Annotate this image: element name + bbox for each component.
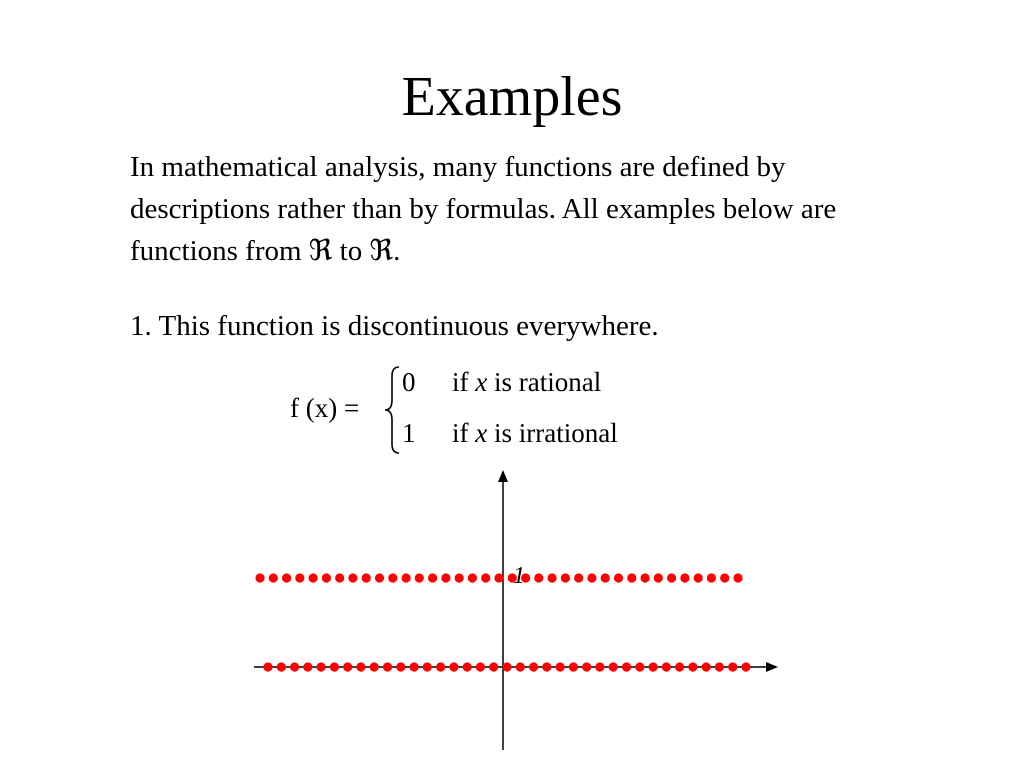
graph-dot-level-0 — [263, 662, 272, 671]
graph-dot-level-1 — [362, 573, 371, 582]
graph-dot-level-1 — [322, 573, 331, 582]
graph-dot-level-1 — [481, 573, 490, 582]
graph-dot-level-0 — [383, 662, 392, 671]
graph-dot-level-1 — [641, 573, 650, 582]
graph-dot-level-0 — [502, 662, 511, 671]
graph-dot-level-1 — [295, 573, 304, 582]
graph-dot-level-0 — [675, 662, 684, 671]
graph-dot-level-1 — [335, 573, 344, 582]
graph-dot-level-1 — [415, 573, 424, 582]
graph-dot-level-1 — [574, 573, 583, 582]
graph-dot-level-0 — [715, 662, 724, 671]
graph-dot-level-1 — [694, 573, 703, 582]
graph-dot-level-1 — [587, 573, 596, 582]
case-condition-text: is rational — [493, 367, 602, 397]
graph-dot-level-1 — [402, 573, 411, 582]
case-variable-x: x — [475, 367, 488, 397]
graph-dot-level-0 — [649, 662, 658, 671]
graph-dot-level-0 — [343, 662, 352, 671]
graph-dot-level-0 — [741, 662, 750, 671]
graph-dot-level-0 — [516, 662, 525, 671]
graph-dot-level-0 — [635, 662, 644, 671]
graph-dot-level-1 — [614, 573, 623, 582]
graph-dot-level-0 — [370, 662, 379, 671]
graph-dot-level-1 — [309, 573, 318, 582]
case-if-word: if — [452, 418, 469, 448]
graph-dot-level-0 — [356, 662, 365, 671]
graph-dot-level-1 — [269, 573, 278, 582]
graph-dot-level-0 — [609, 662, 618, 671]
graph-dot-level-1 — [667, 573, 676, 582]
graph-dot-level-0 — [622, 662, 631, 671]
graph-dot-level-0 — [702, 662, 711, 671]
graph-dot-level-1 — [707, 573, 716, 582]
graph-dot-level-0 — [595, 662, 604, 671]
case-variable-x: x — [475, 418, 488, 448]
graph-dot-level-0 — [423, 662, 432, 671]
slide-title: Examples — [401, 66, 623, 128]
graph-dot-level-0 — [410, 662, 419, 671]
graph-dot-level-0 — [569, 662, 578, 671]
graph-dot-level-0 — [688, 662, 697, 671]
formula-lhs: f (x) = — [290, 393, 360, 423]
case-value-one: 1 — [402, 418, 416, 448]
graph-dot-level-1 — [375, 573, 384, 582]
graph-dot-level-0 — [556, 662, 565, 671]
graph-dot-level-1 — [601, 573, 610, 582]
graph-dot-level-0 — [463, 662, 472, 671]
graph-axes — [254, 470, 778, 750]
graph-dot-level-1 — [654, 573, 663, 582]
graph-dot-level-1 — [627, 573, 636, 582]
graph-dot-level-1 — [733, 573, 742, 582]
graph-dot-level-0 — [542, 662, 551, 671]
case-condition-text: is irrational — [493, 418, 618, 448]
graph-dot-level-0 — [662, 662, 671, 671]
graph-dot-level-0 — [476, 662, 485, 671]
graph-dot-level-1 — [388, 573, 397, 582]
graph-dot-level-1 — [548, 573, 557, 582]
graph-dot-level-0 — [396, 662, 405, 671]
intro-paragraph: In mathematical analysis, many functions are defined by descriptions rather than by formulas. All examples below are functions from ℜ to ℜ. — [130, 151, 837, 267]
graph-dot-level-1 — [455, 573, 464, 582]
graph-dot-level-0 — [290, 662, 299, 671]
graph-dot-level-1 — [348, 573, 357, 582]
graph-dot-level-1 — [255, 573, 264, 582]
graph-dot-level-0 — [529, 662, 538, 671]
graph-dot-level-1 — [428, 573, 437, 582]
graph-dot-level-1 — [468, 573, 477, 582]
graph-dot-level-0 — [303, 662, 312, 671]
graph-dot-level-0 — [489, 662, 498, 671]
graph-dot-level-1 — [720, 573, 729, 582]
graph-dot-level-1 — [282, 573, 291, 582]
y-axis-label-one: 1 — [513, 563, 525, 589]
graph-dot-level-1 — [534, 573, 543, 582]
case-if-word: if — [452, 367, 469, 397]
y-axis-arrowhead — [498, 470, 508, 482]
graph-dot-level-0 — [582, 662, 591, 671]
x-axis-arrowhead — [766, 662, 778, 672]
case-value-zero: 0 — [402, 367, 416, 397]
graph-dot-level-1 — [494, 573, 503, 582]
graph-dot-level-0 — [449, 662, 458, 671]
graph-dot-level-0 — [317, 662, 326, 671]
graph-dot-level-1 — [680, 573, 689, 582]
graph-dot-level-0 — [436, 662, 445, 671]
graph-dot-level-1 — [561, 573, 570, 582]
graph-dot-level-0 — [728, 662, 737, 671]
graph-dot-level-0 — [330, 662, 339, 671]
graph-dot-level-1 — [441, 573, 450, 582]
example-1-text: 1. This function is discontinuous everywhere. — [130, 310, 659, 342]
graph-dot-level-0 — [277, 662, 286, 671]
